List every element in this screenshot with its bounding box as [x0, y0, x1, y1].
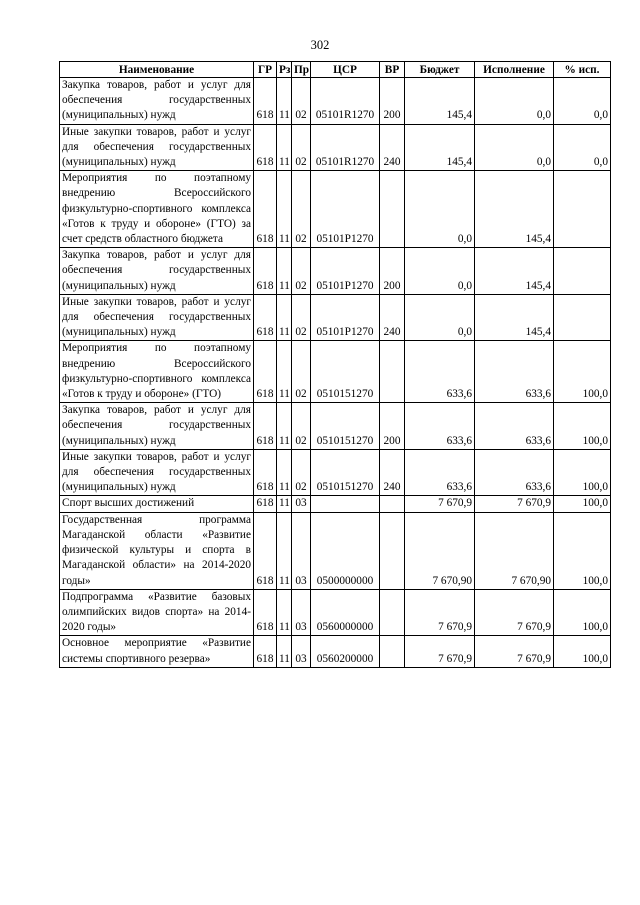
- table-header-row: [60, 62, 611, 78]
- cell-pr: 03: [292, 496, 311, 512]
- cell-gr: 618: [254, 496, 277, 512]
- table-row: [60, 294, 611, 341]
- cell-gr: 618: [254, 294, 277, 341]
- cell-execution: 7 670,9: [475, 496, 554, 512]
- cell-csr: 05101R1270: [311, 78, 380, 125]
- column-header-execution: Исполнение: [475, 62, 554, 78]
- cell-execution: 633,6: [475, 341, 554, 403]
- cell-vr: 200: [380, 78, 405, 125]
- cell-execution: 0,0: [475, 124, 554, 171]
- cell-name: Иные закупки товаров, работ и услуг для обеспечения государственных (муниципальных) нужд: [60, 449, 254, 496]
- cell-rz: 11: [277, 589, 292, 636]
- cell-percent: 100,0: [554, 496, 611, 512]
- cell-execution: 145,4: [475, 294, 554, 341]
- cell-vr: 240: [380, 124, 405, 171]
- cell-vr: 240: [380, 449, 405, 496]
- cell-gr: 618: [254, 171, 277, 248]
- cell-budget: 633,6: [405, 449, 475, 496]
- cell-budget: 7 670,9: [405, 589, 475, 636]
- cell-name: Спорт высших достижений: [60, 496, 254, 512]
- column-header-name: Наименование: [60, 62, 254, 78]
- cell-execution: 7 670,9: [475, 589, 554, 636]
- cell-rz: 11: [277, 636, 292, 667]
- cell-csr: 0510151270: [311, 449, 380, 496]
- cell-rz: 11: [277, 294, 292, 341]
- cell-csr: [311, 496, 380, 512]
- cell-vr: [380, 171, 405, 248]
- cell-name: Закупка товаров, работ и услуг для обеспечения государственных (муниципальных) нужд: [60, 78, 254, 125]
- cell-rz: 11: [277, 403, 292, 450]
- cell-rz: 11: [277, 248, 292, 295]
- cell-csr: 05101R1270: [311, 124, 380, 171]
- cell-gr: 618: [254, 403, 277, 450]
- cell-execution: 7 670,9: [475, 636, 554, 667]
- cell-budget: 145,4: [405, 124, 475, 171]
- cell-gr: 618: [254, 248, 277, 295]
- cell-name: Закупка товаров, работ и услуг для обеспечения государственных (муниципальных) нужд: [60, 248, 254, 295]
- table-row: [60, 171, 611, 248]
- cell-budget: 0,0: [405, 248, 475, 295]
- cell-pr: 03: [292, 636, 311, 667]
- cell-pr: 03: [292, 512, 311, 589]
- cell-gr: 618: [254, 589, 277, 636]
- cell-gr: 618: [254, 449, 277, 496]
- cell-pr: 03: [292, 589, 311, 636]
- cell-csr: 05101P1270: [311, 248, 380, 295]
- cell-csr: 0500000000: [311, 512, 380, 589]
- cell-execution: 7 670,90: [475, 512, 554, 589]
- cell-name: Закупка товаров, работ и услуг для обеспечения государственных (муниципальных) нужд: [60, 403, 254, 450]
- cell-vr: 200: [380, 248, 405, 295]
- cell-rz: 11: [277, 78, 292, 125]
- cell-percent: 100,0: [554, 449, 611, 496]
- cell-vr: [380, 341, 405, 403]
- cell-budget: 633,6: [405, 403, 475, 450]
- cell-pr: 02: [292, 248, 311, 295]
- cell-gr: 618: [254, 78, 277, 125]
- cell-vr: 240: [380, 294, 405, 341]
- column-header-csr: ЦСР: [311, 62, 380, 78]
- cell-budget: 7 670,90: [405, 512, 475, 589]
- cell-vr: 200: [380, 403, 405, 450]
- table-row: [60, 124, 611, 171]
- cell-vr: [380, 496, 405, 512]
- cell-execution: 0,0: [475, 78, 554, 125]
- cell-pr: 02: [292, 294, 311, 341]
- cell-rz: 11: [277, 124, 292, 171]
- column-header-pr: Пр: [292, 62, 311, 78]
- cell-csr: 0510151270: [311, 341, 380, 403]
- cell-name: Подпрограмма «Развитие базовых олимпийских видов спорта» на 2014-2020 годы»: [60, 589, 254, 636]
- cell-name: Основное мероприятие «Развитие системы спортивного резерва»: [60, 636, 254, 667]
- cell-percent: 0,0: [554, 78, 611, 125]
- column-header-rz: Рз: [277, 62, 292, 78]
- column-header-gr: ГР: [254, 62, 277, 78]
- cell-percent: 100,0: [554, 636, 611, 667]
- table-row: [60, 403, 611, 450]
- cell-name: Государственная программа Магаданской области «Развитие физической культуры и спорта в Магаданской области» на 2014-2020 годы»: [60, 512, 254, 589]
- cell-pr: 02: [292, 78, 311, 125]
- cell-name: Иные закупки товаров, работ и услуг для обеспечения государственных (муниципальных) нужд: [60, 294, 254, 341]
- table-row: [60, 449, 611, 496]
- cell-rz: 11: [277, 341, 292, 403]
- cell-csr: 0510151270: [311, 403, 380, 450]
- cell-gr: 618: [254, 636, 277, 667]
- table-row: [60, 248, 611, 295]
- cell-percent: 100,0: [554, 512, 611, 589]
- cell-execution: 145,4: [475, 171, 554, 248]
- cell-name: Мероприятия по поэтапному внедрению Всероссийского физкультурно-спортивного комплекса «Готов к труду и обороне» (ГТО) за счет средств областного бюджета: [60, 171, 254, 248]
- column-header-percent: % исп.: [554, 62, 611, 78]
- cell-gr: 618: [254, 512, 277, 589]
- cell-pr: 02: [292, 449, 311, 496]
- cell-rz: 11: [277, 171, 292, 248]
- cell-pr: 02: [292, 403, 311, 450]
- cell-budget: 7 670,9: [405, 636, 475, 667]
- cell-gr: 618: [254, 124, 277, 171]
- cell-csr: 0560000000: [311, 589, 380, 636]
- cell-rz: 11: [277, 449, 292, 496]
- cell-percent: [554, 294, 611, 341]
- page-number: 302: [310, 38, 330, 52]
- cell-rz: 11: [277, 496, 292, 512]
- cell-budget: 7 670,9: [405, 496, 475, 512]
- cell-pr: 02: [292, 341, 311, 403]
- column-header-vr: ВР: [380, 62, 405, 78]
- cell-execution: 145,4: [475, 248, 554, 295]
- table-row: [60, 589, 611, 636]
- cell-csr: 05101P1270: [311, 171, 380, 248]
- cell-execution: 633,6: [475, 403, 554, 450]
- cell-csr: 0560200000: [311, 636, 380, 667]
- cell-percent: 100,0: [554, 341, 611, 403]
- cell-pr: 02: [292, 124, 311, 171]
- cell-budget: 0,0: [405, 171, 475, 248]
- cell-budget: 633,6: [405, 341, 475, 403]
- cell-percent: [554, 171, 611, 248]
- cell-budget: 0,0: [405, 294, 475, 341]
- cell-csr: 05101P1270: [311, 294, 380, 341]
- cell-rz: 11: [277, 512, 292, 589]
- table-row: [60, 496, 611, 512]
- table-row: [60, 78, 611, 125]
- table-body: [60, 78, 611, 668]
- cell-vr: [380, 589, 405, 636]
- cell-percent: 100,0: [554, 403, 611, 450]
- cell-execution: 633,6: [475, 449, 554, 496]
- table-row: [60, 341, 611, 403]
- cell-name: Мероприятия по поэтапному внедрению Всероссийского физкультурно-спортивного комплекса «Готов к труду и обороне» (ГТО): [60, 341, 254, 403]
- cell-percent: 100,0: [554, 589, 611, 636]
- cell-vr: [380, 636, 405, 667]
- cell-gr: 618: [254, 341, 277, 403]
- cell-pr: 02: [292, 171, 311, 248]
- table-row: [60, 636, 611, 667]
- cell-vr: [380, 512, 405, 589]
- cell-percent: [554, 248, 611, 295]
- table-row: [60, 512, 611, 589]
- budget-table: [59, 61, 611, 668]
- cell-name: Иные закупки товаров, работ и услуг для обеспечения государственных (муниципальных) нужд: [60, 124, 254, 171]
- column-header-budget: Бюджет: [405, 62, 475, 78]
- cell-budget: 145,4: [405, 78, 475, 125]
- cell-percent: 0,0: [554, 124, 611, 171]
